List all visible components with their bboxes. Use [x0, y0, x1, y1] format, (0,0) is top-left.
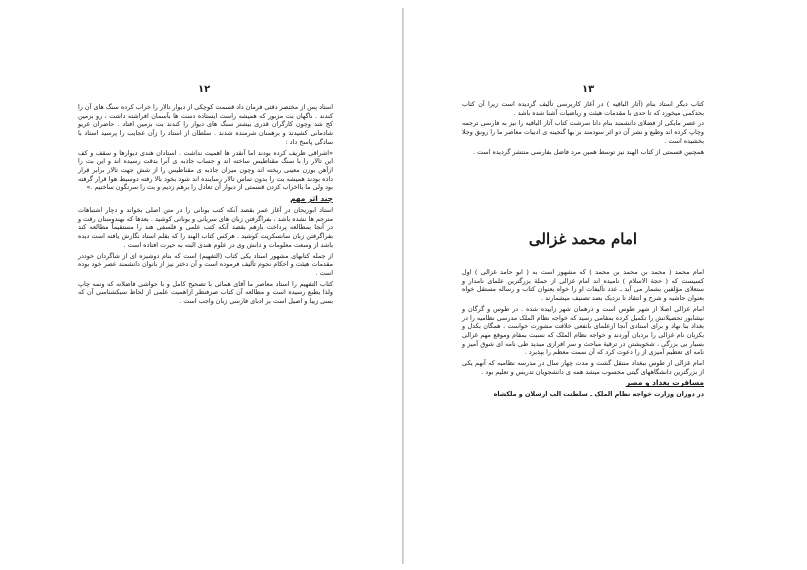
paragraph: در عصر مایکی از فضلای دانشمند بنام دانا سرشت کتاب آثار الباقیه را نیز به فارسی ترجمه وچاپ کرده اند وطبع و نشر آن دو اثر سودمند بر بها گنجینه ی ادبیات معاصر ما را رونق وجلا بخشیده است .: [462, 119, 704, 145]
book-gutter: [402, 8, 404, 564]
paragraph: کتاب التفهیم را استاد معاصر ما آقای همائی با تصحیح کامل و با حواشی فاضلانه که ونمه چاپ ولذا یطبع رسیده است و مطالعه آن کتاب صرفنظر ازاهمیت علمی از لحاظ سبکشناسی آن که بسی زیبا و اصیل است بر ادبای فارسی زبان واجب است .: [78, 279, 333, 306]
paragraph: امام غزالی اصلا از شهر طوس است و درهمان شهر زاییده شده . در طوس و گرگان و نیشابور تحصیلاتش را تکمیل کرده بمقامی رسید که خواجه نظام الملک مدرسی نظامیه را در بغداد بنا نهاد و برای استادی آنجا ازعلمای بانفعی خلافت مشورت خواست ، همگان بکدل و بکزبان نام غزالی را بردبان آوردند و خواجه نظام الملک که نسبت بمقام وموقع مهم غزالی بسیار بی بزرگی ، شخویشتن در ترقیة مباحث و سر افرازی میدید طی نامه ای شوق آمیز و نامه ای تعظیم آمیزی از را دعوت کرد که آن سمت معظم را بپذیرد .: [462, 304, 704, 357]
page-number: ۱۳: [582, 84, 595, 95]
right-page: [462, 0, 704, 570]
paragraph: کتاب دیگر استاد بنام (آثار الباقیه ) در آغاز کاربرسی تألیف گردیده است زیرا آن کتاب بحدکمی میخورد که تا حدی با مقدمات هیئت و ریاضیات آشنا شده باشد .: [462, 100, 704, 117]
page-number: ۱۲: [198, 84, 211, 95]
section-heading: چند اثر مهم: [290, 194, 333, 204]
right-page-top-text: [462, 100, 704, 158]
section-heading: مسافرت بغداد و مصر: [625, 378, 704, 388]
paragraph: استاد پس از مختصر دقتی فرمان داد قسمت کوچکی از دیوار تالار را خراب کرده سنگ های آن را کندند . ناگهان بت مزبور که همیشه راست ایستاده دست ها بآسمان افراشته داشت ، رو بزمین کج شد وچون کارگران قدری بیشتر سنگ های دیوار را کندند بت بزمین افتاد . حاضران غریو شادمانی کشیدند و برهمنان شرمنده شدند . سلطان از استاد را زآن عجایب را پرسید استاد با سادگی پاسخ داد :: [78, 103, 333, 146]
paragraph: همچنین قسمتی از کتاب الهند نیز توسط همین مرد فاضل بفارسی منتشر گردیده است .: [472, 147, 704, 156]
paragraph: امام محمد ( محمد بن محمد بن محمد ) که مشهور است به ( ابو حامد غزالی ) اول کسیست که ( حجة الاسلام ) نامیده اند امام غزالی از جملة بزرگترین علمای نامدار و ستعلای مؤلفین بشمار می آید ـ عدد تألیفات او را خواه بعنوان کتاب و رساله مستقل خواه بعنوان حاشیه و شرح و انتقاد تا نزدیک بصد تصنیف میشمارند .: [462, 268, 704, 303]
chapter-title: امام محمد غزالی: [528, 230, 638, 248]
paragraph: «اشراقی ظریف کرده بودند اما آنقدر ها اهمیت نداشت . استادان هندی دیوارها و سقف و کف این تالار را با سنگ مقناطیس ساخته اند و حساب جاذبه ی آنرا بدقت رسیده اند و این بت را ازآهن بوزن معینی ریخته اند وچون میزان جاذبه ی مقناطیس را از شش جهت تالار برابر قرار داده بودند همیشه بت را بدون تماس تالار رساینده اند شود بخود بالا رفته دوسیط هوا قرار گرفته بود ولی ما بااخراب کردن قسمتی از دیوار آن تعادل را برهم زدیم و بت را سرنگون ساختیم .»: [78, 148, 333, 192]
paragraph: استاد ابوریحان در آغاز عمر بقصد آنکه کتب یونانی را در متن اصلی بخواند و دچار اشتباهات مترجم ها نشده باشد ، بفراگرفتن زبان های سریانی و یونانی کوشید . بعدها که بهندوستان رفت و در آنجا بمطالعه پرداخت بازهم بقصد آنکه کتب علمی و فلسفی هند را مستقیماً مطالعه کند بفراگرفتن زبان سانسکریت کوشید . هرکس کتاب الهند را که بقلم استاد نگارش یافته است دیده باشد از وسعت معلومات و دانش وی در علوم هندی البته به حیرت افتاده است .: [78, 206, 333, 249]
left-page-body: [78, 103, 333, 308]
paragraph: امام غزالی از طوس ببغداد منتقل گشت و مدت چهار سال در مدرسه نظامیه که آنهم یکی از بزرگترین دانشگاههای گیتی محسوب میشد همه ی دانشجویان تدریس و تعلیم بود .: [462, 359, 704, 376]
closing-line: در دوران وزارت خواجه نظام الملک ـ سلطنت الب ارسلان و ملکشاه: [493, 390, 704, 399]
right-page-body: [462, 268, 704, 401]
paragraph: از جمله کتابهای مشهور استاد یکی کتاب (التفهیم) است که بنام دوشیزه ای از شاگردان خوددر مقدمات هیئت و احکام نجوم تألیف فرموده است و آن دختر نیز از بانوان دانشمند عصر خود بوده است .: [78, 251, 333, 277]
left-page: [78, 0, 333, 570]
